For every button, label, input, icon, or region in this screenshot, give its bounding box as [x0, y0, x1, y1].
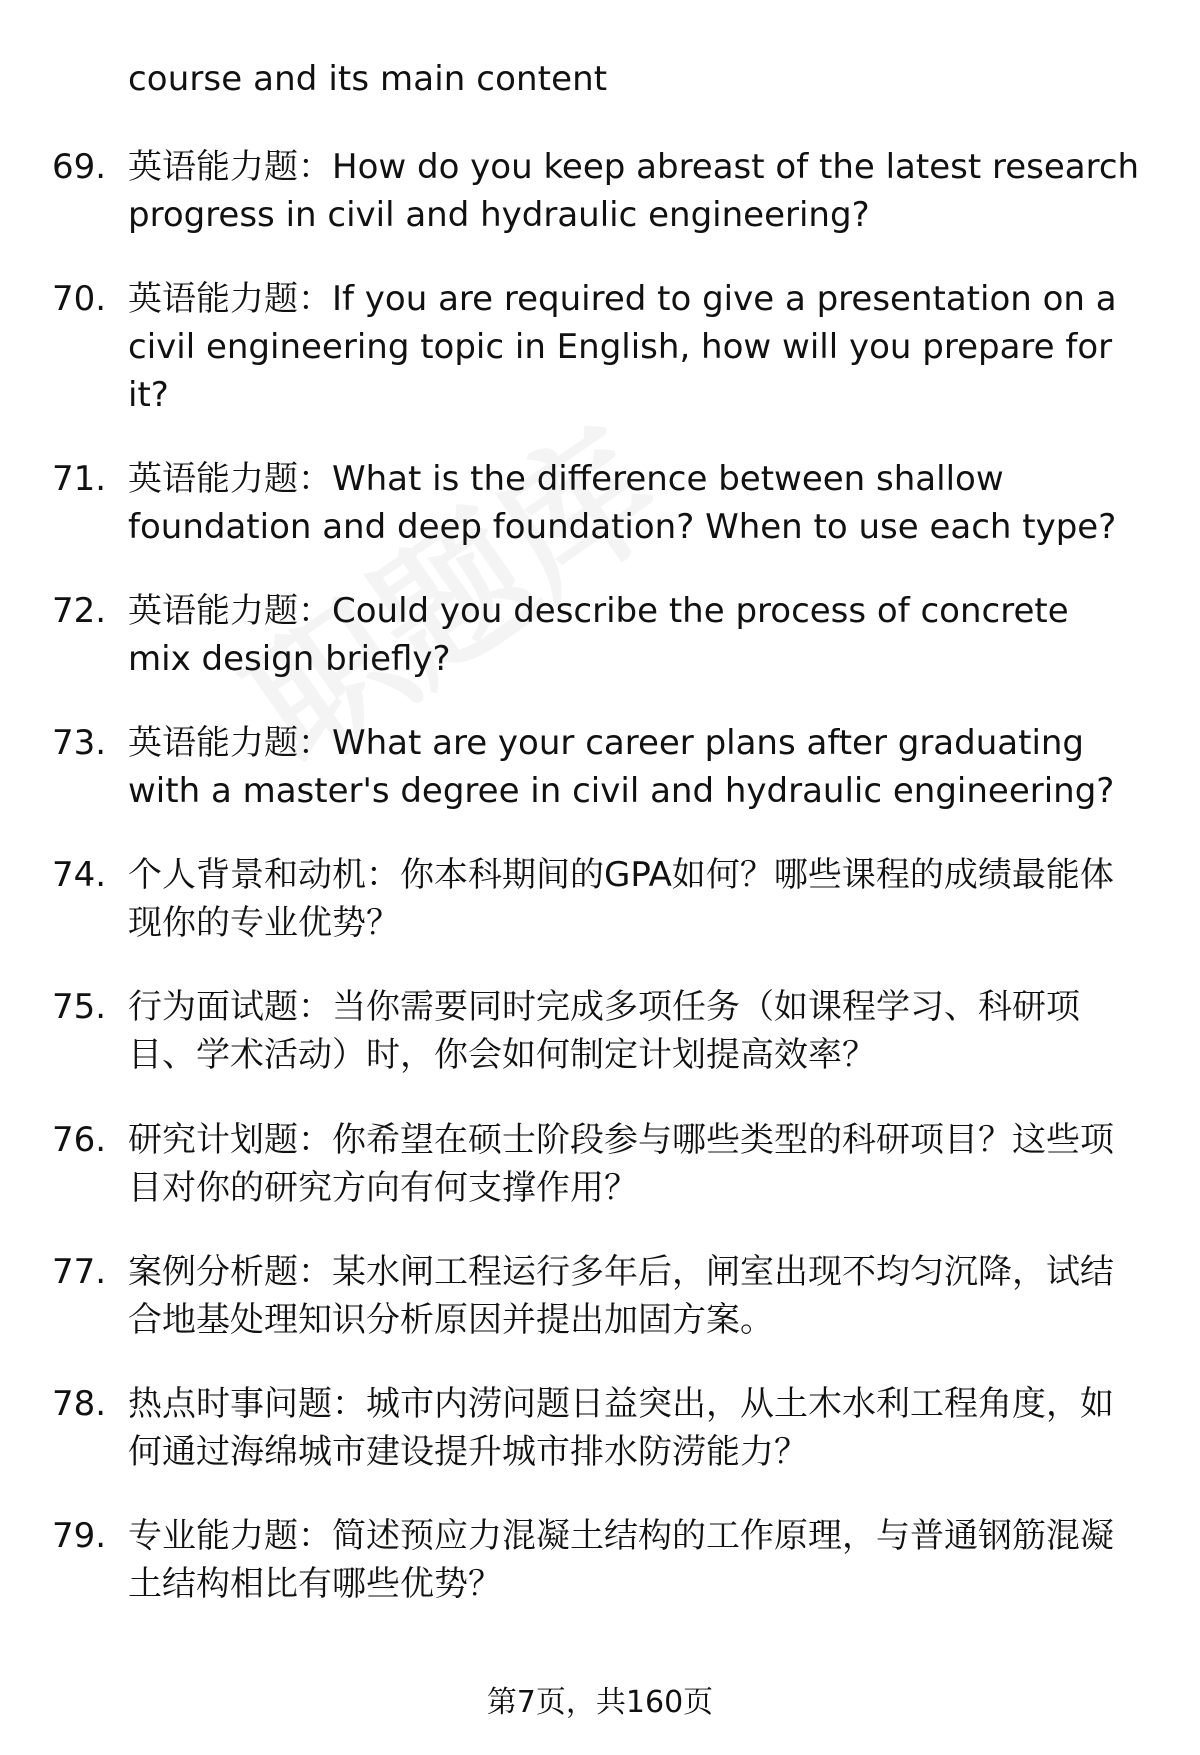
question-number: 76. — [52, 1120, 107, 1160]
continued-question-text: course and its main content — [128, 59, 608, 99]
question-text: 研究计划题：你希望在硕士阶段参与哪些类型的科研项目？这些项目对你的研究方向有何支撑作用？ — [128, 1120, 1114, 1208]
question-number: 71. — [52, 459, 107, 499]
question-text: 英语能力题：What are your career plans after graduating with a master's degree in civil and hydraulic engineering? — [128, 723, 1115, 811]
question-text: 热点时事问题：城市内涝问题日益突出，从土木水利工程角度，如何通过海绵城市建设提升城市排水防涝能力？ — [128, 1384, 1114, 1472]
question-number: 73. — [52, 723, 107, 763]
question-text: 英语能力题：How do you keep abreast of the latest research progress in civil and hydraulic engineering? — [128, 147, 1140, 235]
page-number-footer: 第7页，共160页 — [486, 1685, 714, 1720]
question-number: 72. — [52, 591, 107, 631]
question-text: 行为面试题：当你需要同时完成多项任务（如课程学习、科研项目、学术活动）时，你会如何制定计划提高效率？ — [128, 987, 1080, 1075]
question-number: 74. — [52, 855, 107, 895]
question-number: 78. — [52, 1384, 107, 1424]
question-text: 专业能力题：简述预应力混凝土结构的工作原理，与普通钢筋混凝土结构相比有哪些优势？ — [128, 1516, 1114, 1604]
question-text: 案例分析题：某水闸工程运行多年后，闸室出现不均匀沉降，试结合地基处理知识分析原因并提出加固方案。 — [128, 1252, 1114, 1340]
question-number: 75. — [52, 987, 107, 1027]
question-number: 79. — [52, 1516, 107, 1556]
question-text: 个人背景和动机：你本科期间的GPA如何？哪些课程的成绩最能体现你的专业优势？ — [128, 855, 1114, 943]
question-number: 77. — [52, 1252, 107, 1292]
question-number: 69. — [52, 147, 107, 187]
question-text: 英语能力题：Could you describe the process of concrete mix design briefly? — [128, 591, 1069, 679]
question-text: 英语能力题：If you are required to give a presentation on a civil engineering topic in English, how will you prepare for it? — [128, 279, 1117, 415]
question-text: 英语能力题：What is the difference between shallow foundation and deep foundation? When to use each type? — [128, 459, 1117, 547]
question-number: 70. — [52, 279, 107, 319]
